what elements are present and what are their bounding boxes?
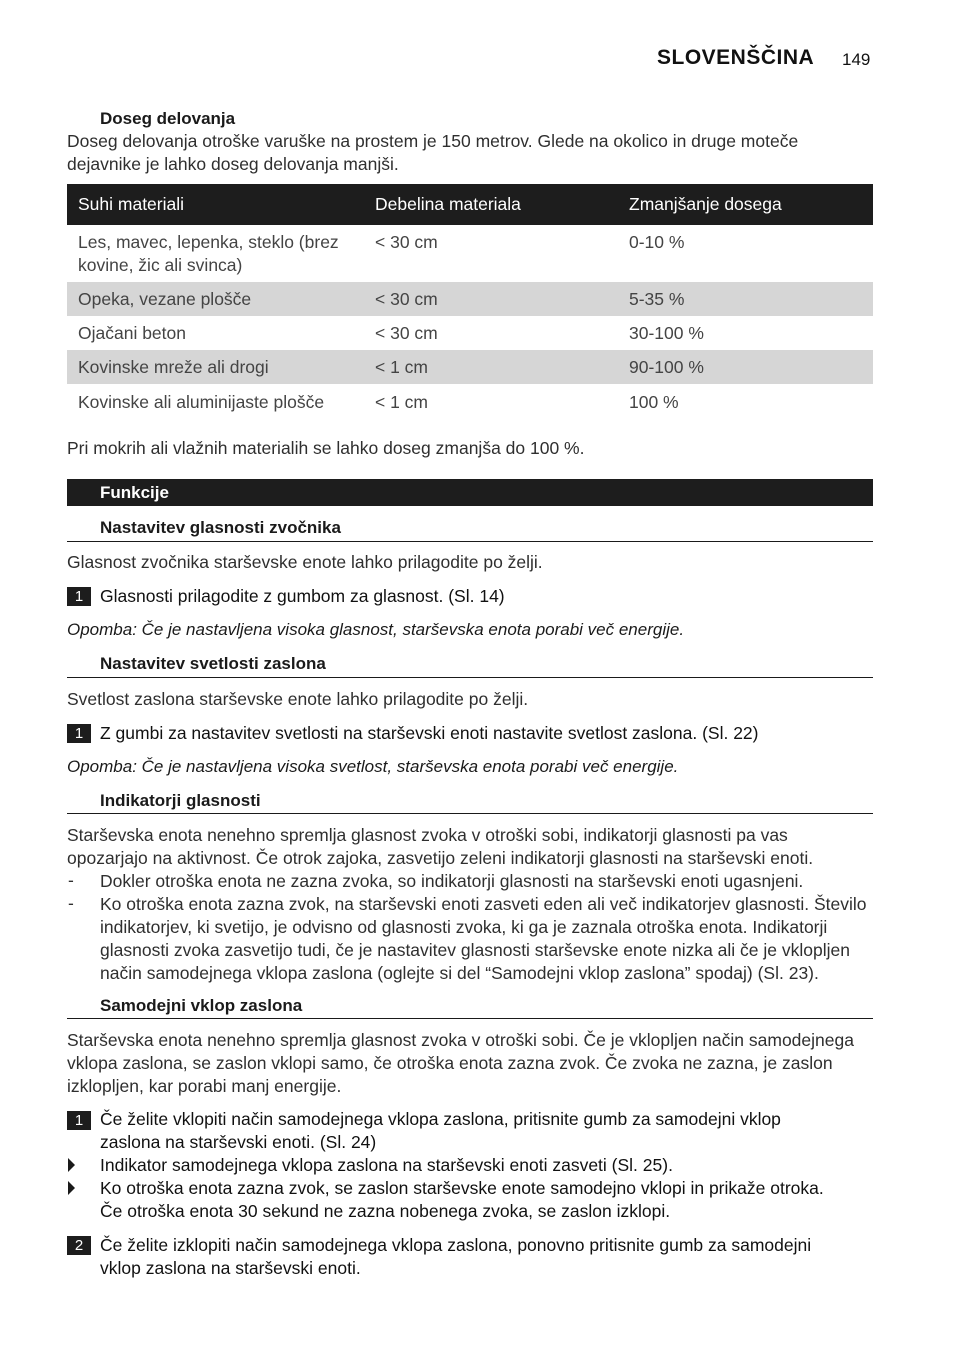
divider [67,813,873,814]
step-number: 1 [67,587,91,606]
table-cell: < 30 cm [364,282,618,316]
section-title: Funkcije [100,483,169,502]
volume-heading: Nastavitev glasnosti zvočnika [100,518,341,537]
table-cell: Kovinske mreže ali drogi [67,350,364,384]
autoscreen-result1: Indikator samodejnega vklopa zaslona na starševski enoti zasveti (Sl. 25). [100,1155,673,1175]
table-row [67,225,873,282]
section-language-title: SLOVENŠČINA [657,46,815,69]
dash-bullet: - [68,893,74,913]
table-cell: < 1 cm [364,350,618,384]
volume-step: Glasnosti prilagodite z gumbom za glasnost. (Sl. 14) [100,586,505,606]
table-header-row [67,184,873,225]
volume-body: Glasnost zvočnika starševske enote lahko prilagodite po želji. [67,552,543,572]
step-number: 1 [67,724,91,743]
divider [67,541,873,542]
table-row [67,282,873,316]
indicators-bullet1: Dokler otroška enota ne zazna zvoka, so indikatorji glasnosti na starševski enoti ugasnjeni. [100,871,804,891]
range-heading: Doseg delovanja [100,109,236,128]
table-cell: Opeka, vezane plošče [67,282,364,316]
range-reduction-table [67,184,873,420]
brightness-body: Svetlost zaslona starševske enote lahko prilagodite po želji. [67,689,529,709]
indicators-bullet2-line4: način samodejnega vklopa zaslona (oglejte si del “Samodejni vklop zaslona” spodaj) (Sl. 23). [100,963,819,983]
brightness-heading: Nastavitev svetlosti zaslona [100,654,326,673]
autoscreen-result2-line1: Ko otroška enota zazna zvok, se zaslon starševske enote samodejno vklopi in prikaže otroka. [100,1178,824,1198]
table-cell: 100 % [629,391,679,412]
divider [67,1018,873,1019]
page-number: 149 [842,50,871,69]
indicators-bullet2-line1: Ko otroška enota zazna zvok, na starševski enoti zasveti eden ali več indikatorjev glasnosti. Število [100,894,867,914]
autoscreen-heading: Samodejni vklop zaslona [100,996,303,1015]
section-bar-funkcije [67,479,873,506]
table-cell: Ojačani beton [78,322,186,343]
autoscreen-body-line1: Starševska enota nenehno spremlja glasnost zvoka v otroški sobi. Če je vklopljen način samodejnega [67,1030,854,1050]
table-col-header: Suhi materiali [67,184,364,225]
dash-bullet: - [68,870,74,890]
table-cell: 90-100 % [618,350,873,384]
step-number: 1 [67,1111,91,1130]
table-cell: 5-35 % [618,282,873,316]
indicators-bullet2-line2: indikatorjev, ki svetijo, je odvisno od glasnosti zvoka, ki ga je zaznala otroška enota. Indikatorji [100,917,828,937]
brightness-step: Z gumbi za nastavitev svetlosti na starševski enoti nastavite svetlost zaslona. (Sl. 22) [100,723,759,743]
range-intro-line1: Doseg delovanja otroške varuške na prostem je 150 metrov. Glede na okolico in druge moteče [67,131,799,151]
autoscreen-body-line3: izklopljen, kar porabi manj energije. [67,1076,342,1096]
table-cell: < 30 cm [375,232,438,252]
result-arrow-icon [68,1181,75,1195]
table-row [67,350,873,384]
table-cell: 30-100 % [629,322,704,343]
range-intro-line2: dejavnike je lahko doseg delovanja manjši. [67,154,399,174]
autoscreen-step1-line1: Če želite vklopiti način samodejnega vklopa zaslona, pritisnite gumb za samodejni vklop [100,1109,781,1129]
autoscreen-result2-line2: Če otroška enota 30 sekund ne zazna nobenega zvoka, se zaslon izklopi. [100,1201,671,1221]
brightness-note: Opomba: Če je nastavljena visoka svetlost, starševska enota porabi več energije. [67,757,679,776]
table-cell: < 1 cm [375,391,429,412]
divider [67,677,873,678]
table-row [67,316,873,350]
step-number: 2 [67,1236,91,1255]
table-row [67,384,873,420]
indicators-body-line1: Starševska enota nenehno spremlja glasnost zvoka v otroški sobi, indikatorji glasnosti pa vas [67,825,788,845]
table-col-header: Zmanjšanje dosega [618,184,873,225]
autoscreen-step2-line1: Če želite izklopiti način samodejnega vklopa zaslona, ponovno pritisnite gumb za samodejni [100,1235,812,1255]
result-arrow-icon [68,1158,75,1172]
volume-note: Opomba: Če je nastavljena visoka glasnost, starševska enota porabi več energije. [67,620,685,639]
table-cell: < 30 cm [375,322,438,343]
range-wet-note: Pri mokrih ali vlažnih materialih se lahko doseg zmanjša do 100 %. [67,438,585,458]
indicators-bullet2-line3: glasnosti zvoka zasvetijo tudi, če je nastavitev glasnosti starševske enote nizka ali če je vklopljen [100,940,850,960]
table-cell: Les, mavec, lepenka, steklo (brez kovine, žic ali svinca) [78,232,339,275]
autoscreen-body-line2: vklopa zaslona, se zaslon vklopi samo, če otroška enota zazna zvok. Če zvoka ne zazna, je zaslon [67,1053,833,1073]
table-cell: Kovinske ali aluminijaste plošče [78,391,325,412]
autoscreen-step2-line2: vklop zaslona na starševski enoti. [100,1258,361,1278]
indicators-body-line2: opozarjajo na aktivnost. Če otrok zajoka, zasvetijo zeleni indikatorji glasnosti na starševski enoti. [67,848,814,868]
indicators-heading: Indikatorji glasnosti [100,791,261,810]
autoscreen-step1-line2: zaslona na starševski enoti. (Sl. 24) [100,1132,377,1152]
table-col-header: Debelina materiala [364,184,618,225]
table-cell: 0-10 % [629,232,685,252]
